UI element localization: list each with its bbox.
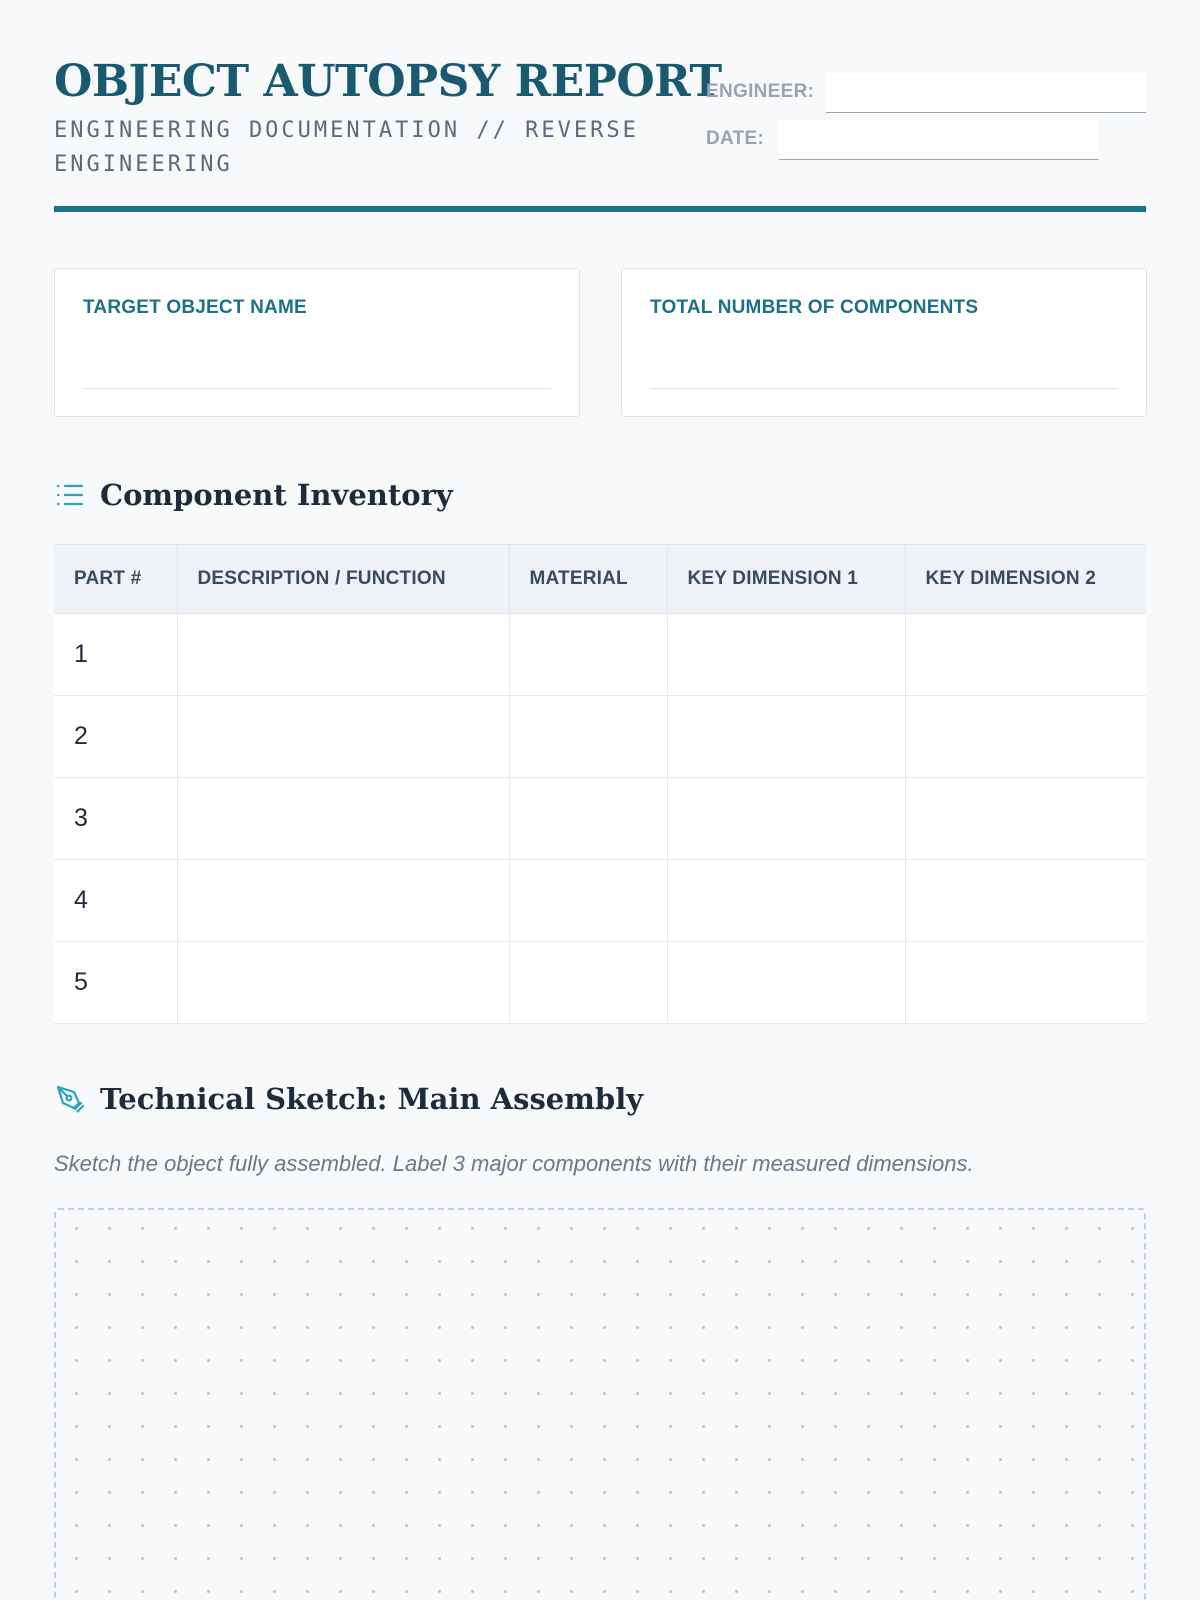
component-count-field[interactable]: [650, 388, 1118, 389]
column-header-dimension-2: KEY DIMENSION 2: [905, 545, 1146, 614]
dimension-1-cell[interactable]: [667, 614, 905, 696]
description-cell[interactable]: [177, 778, 509, 860]
sketch-title: Technical Sketch: Main Assembly: [100, 1082, 644, 1116]
table-header-row: [54, 545, 1146, 614]
part-number-cell: 2: [54, 696, 177, 778]
column-header-part: PART #: [54, 545, 177, 614]
page-title: OBJECT AUTOPSY REPORT: [54, 56, 722, 107]
target-object-label: TARGET OBJECT NAME: [83, 297, 307, 318]
table-row: [54, 778, 1146, 860]
table-row: [54, 942, 1146, 1024]
part-number-cell: 1: [54, 614, 177, 696]
table-row: [54, 696, 1146, 778]
sketch-instructions: Sketch the object fully assembled. Label 3 major components with their measured dimensions.: [54, 1151, 974, 1176]
description-cell[interactable]: [177, 614, 509, 696]
component-count-label: TOTAL NUMBER OF COMPONENTS: [650, 297, 979, 318]
material-cell[interactable]: [509, 614, 667, 696]
table-row: [54, 614, 1146, 696]
part-number-cell: 5: [54, 942, 177, 1024]
description-cell[interactable]: [177, 696, 509, 778]
date-label: DATE:: [706, 128, 765, 149]
dimension-1-cell[interactable]: [667, 942, 905, 1024]
pen-tool-icon: [54, 1083, 86, 1115]
dimension-2-cell[interactable]: [905, 614, 1146, 696]
dimension-2-cell[interactable]: [905, 860, 1146, 942]
column-header-description: DESCRIPTION / FUNCTION: [177, 545, 509, 614]
engineer-label: ENGINEER:: [706, 81, 815, 102]
table-row: [54, 860, 1146, 942]
column-header-dimension-1: KEY DIMENSION 1: [667, 545, 905, 614]
dimension-2-cell[interactable]: [905, 696, 1146, 778]
material-cell[interactable]: [509, 942, 667, 1024]
part-number-cell: 4: [54, 860, 177, 942]
column-header-material: MATERIAL: [509, 545, 667, 614]
sketch-canvas[interactable]: [54, 1208, 1146, 1600]
report-header: [54, 0, 1146, 214]
component-inventory-table: [54, 544, 1146, 1024]
target-object-field[interactable]: [83, 388, 551, 389]
header-divider: [54, 206, 1146, 212]
material-cell[interactable]: [509, 696, 667, 778]
inventory-title: Component Inventory: [100, 478, 453, 512]
target-object-box: [54, 268, 580, 417]
description-cell[interactable]: [177, 942, 509, 1024]
description-cell[interactable]: [177, 860, 509, 942]
dimension-2-cell[interactable]: [905, 778, 1146, 860]
date-field[interactable]: [779, 120, 1099, 160]
material-cell[interactable]: [509, 778, 667, 860]
page-subtitle: ENGINEERING DOCUMENTATION // REVERSE ENGINEERING: [54, 118, 639, 177]
dimension-1-cell[interactable]: [667, 778, 905, 860]
inventory-heading: [54, 478, 453, 512]
component-count-box: [621, 268, 1147, 417]
dimension-2-cell[interactable]: [905, 942, 1146, 1024]
engineer-field[interactable]: [826, 73, 1146, 113]
dimension-1-cell[interactable]: [667, 696, 905, 778]
part-number-cell: 3: [54, 778, 177, 860]
dimension-1-cell[interactable]: [667, 860, 905, 942]
sketch-heading: [54, 1082, 643, 1116]
list-icon: [54, 479, 86, 511]
material-cell[interactable]: [509, 860, 667, 942]
